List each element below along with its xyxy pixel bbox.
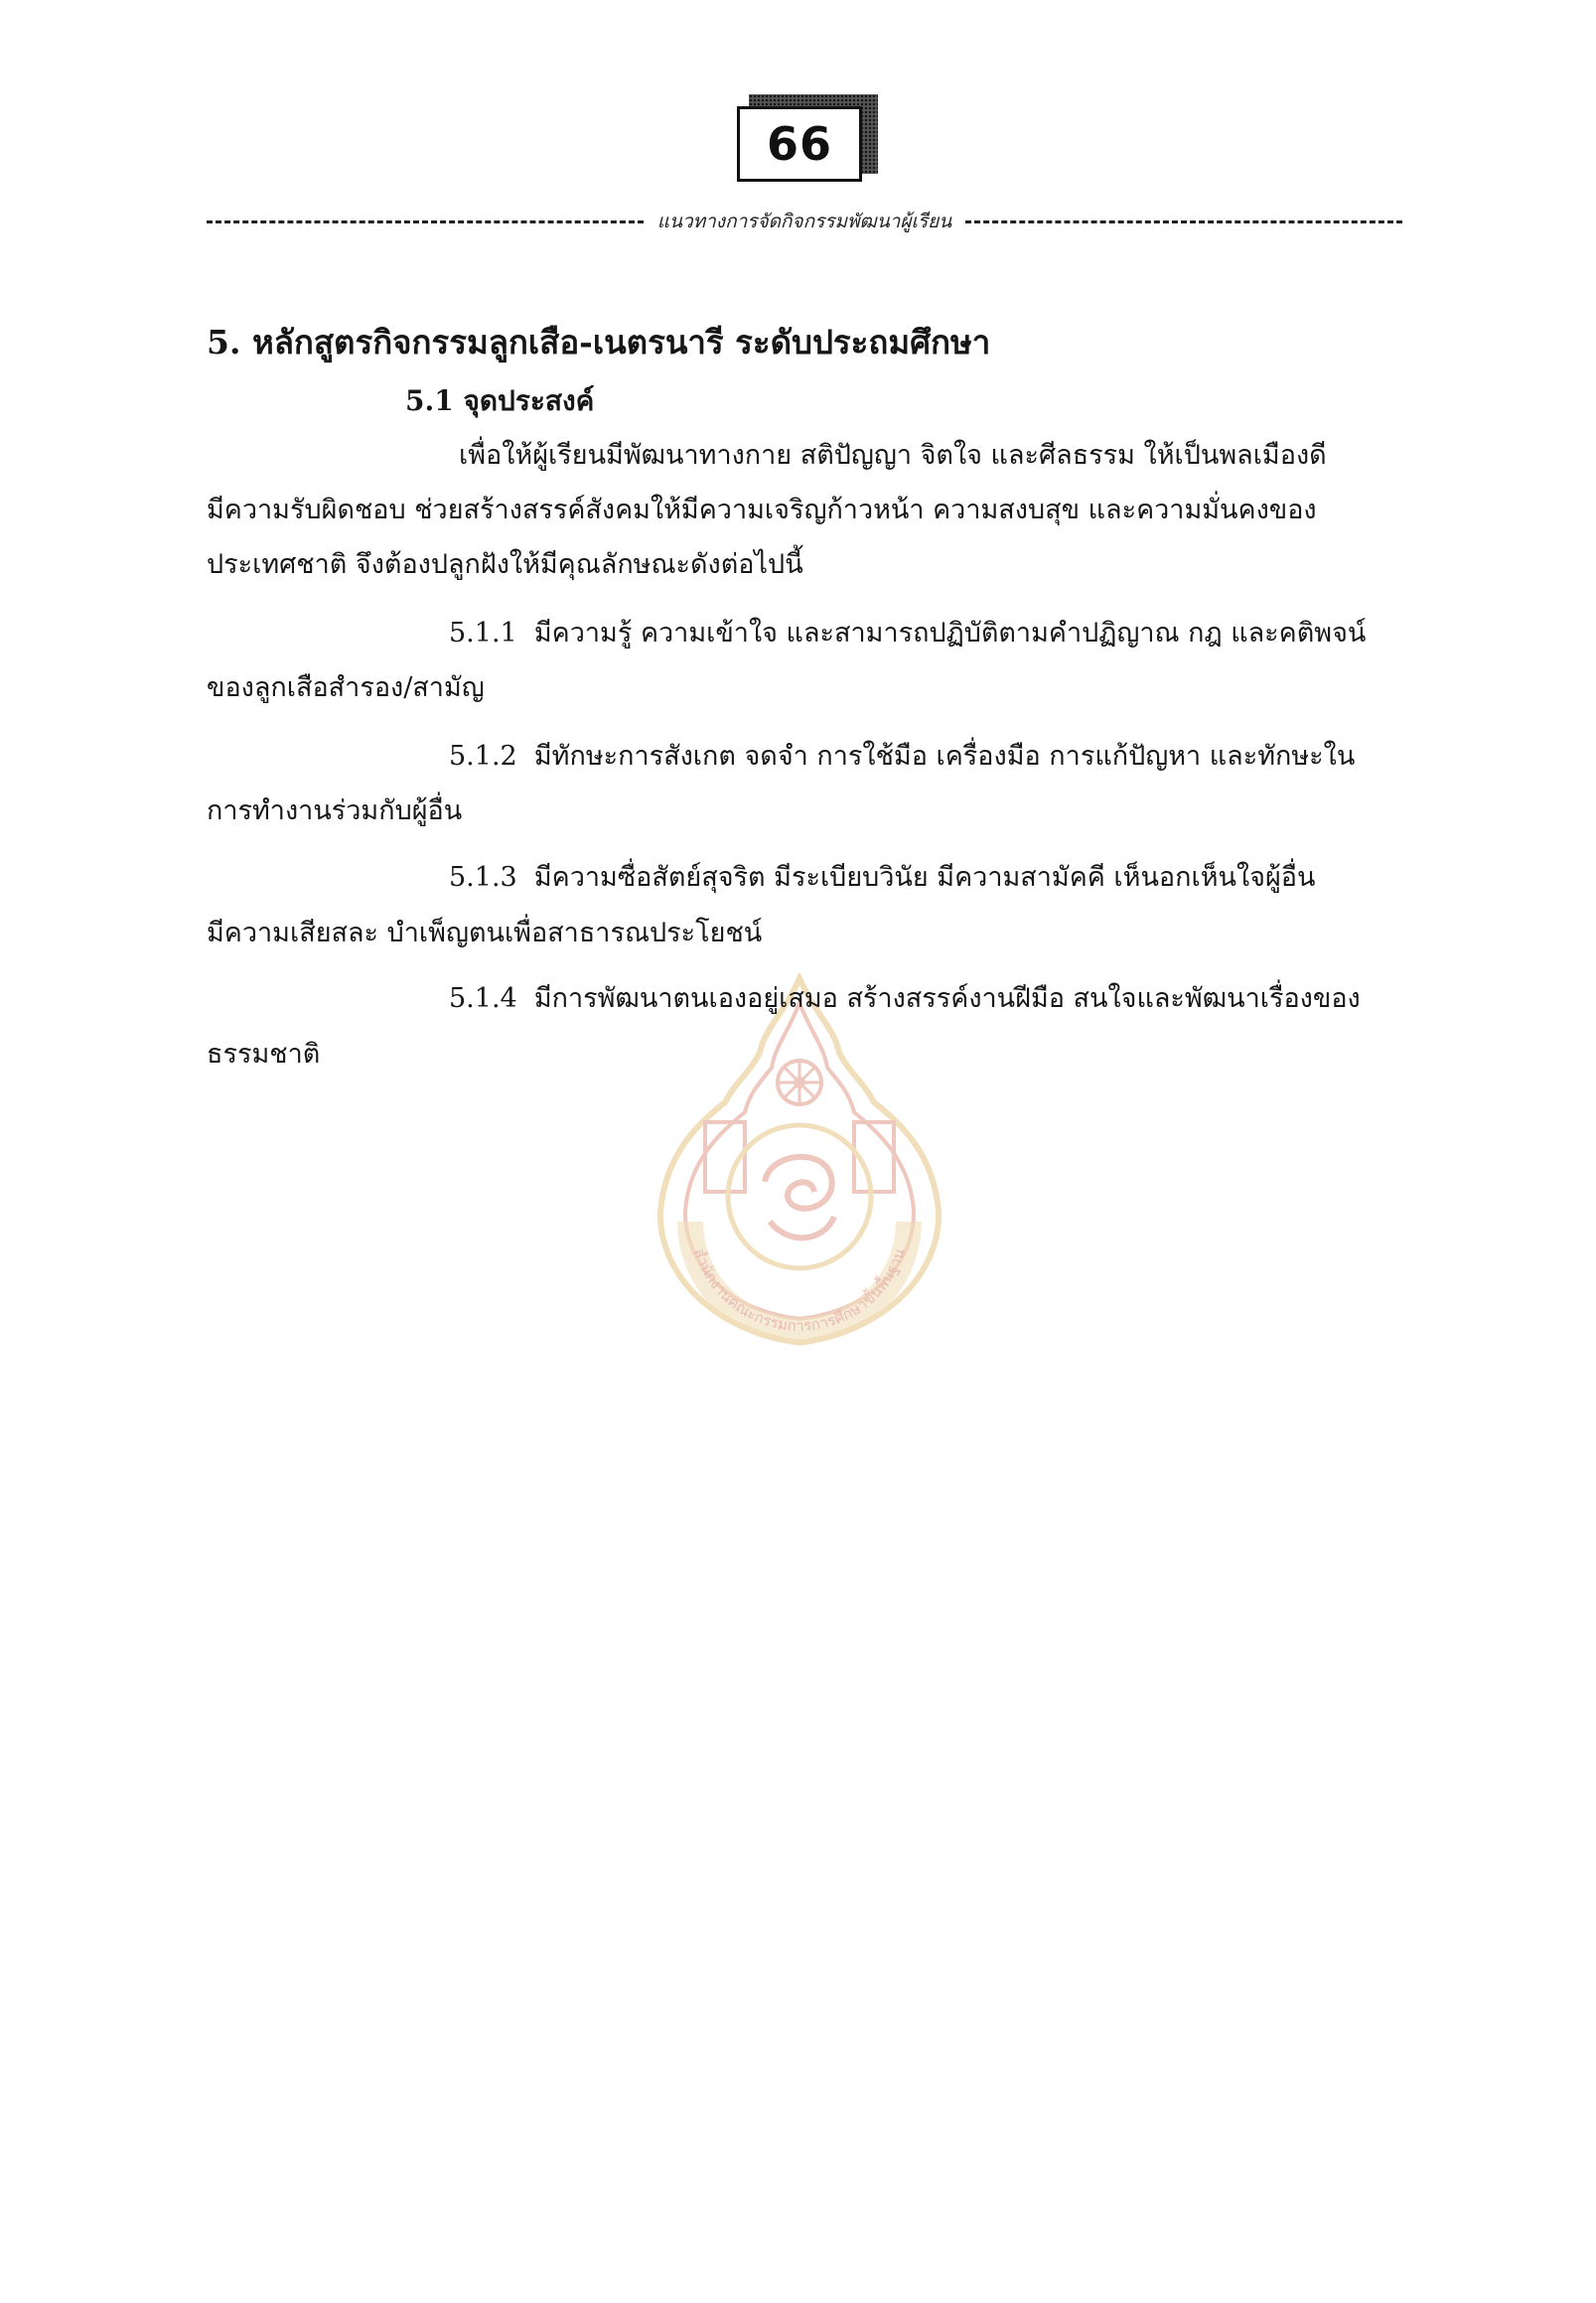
item-5-1-1 <box>449 616 1366 651</box>
running-header <box>207 205 1402 238</box>
item-5-1-2-continuation: การทำงานร่วมกับผู้อื่น <box>207 795 463 826</box>
item-number: 5.1.1 <box>449 618 517 648</box>
item-5-1-1-continuation: ของลูกเสือสำรอง/สามัญ <box>207 672 485 703</box>
ministry-seal-watermark-icon <box>651 973 948 1351</box>
intro-line-3: ประเทศชาติ จึงต้องปลูกฝังให้มีคุณลักษณะดังต่อไปนี้ <box>207 549 803 580</box>
item-text: มีความรู้ ความเข้าใจ และสามารถปฏิบัติตามคำปฏิญาณ กฎ และคติพจน์ <box>533 618 1367 648</box>
page-number-frame <box>737 106 862 182</box>
item-number: 5.1.2 <box>449 741 517 772</box>
intro-line-1: เพื่อให้ผู้เรียนมีพัฒนาทางกาย สติปัญญา จิตใจ และศีลธรรม ให้เป็นพลเมืองดี <box>459 440 1327 471</box>
item-5-1-4 <box>449 981 1361 1017</box>
item-text: มีการพัฒนาตนเองอยู่เสมอ สร้างสรรค์งานฝีมือ สนใจและพัฒนาเรื่องของ <box>533 983 1361 1014</box>
watermark-text: สำนักงานคณะกรรมการการศึกษาขั้นพื้นฐาน <box>689 1245 909 1335</box>
intro-line-2: มีความรับผิดชอบ ช่วยสร้างสรรค์สังคมให้มีความเจริญก้าวหน้า ความสงบสุข และความมั่นคงของ <box>207 495 1317 525</box>
item-5-1-2 <box>449 739 1355 775</box>
running-header-title: แนวทางการจัดกิจกรรมพัฒนาผู้เรียน <box>656 211 952 232</box>
header-rule-left <box>207 220 644 223</box>
header-rule-right <box>965 220 1402 223</box>
page-number-box <box>737 94 878 186</box>
section-heading: 5. หลักสูตรกิจกรรมลูกเสือ-เนตรนารี ระดับประถมศึกษา <box>207 323 991 361</box>
svg-text:สำนักงานคณะกรรมการการศึกษาขั้น <box>690 1246 909 1335</box>
item-5-1-3 <box>449 860 1315 896</box>
item-number: 5.1.4 <box>449 983 517 1014</box>
item-number: 5.1.3 <box>449 862 517 893</box>
item-5-1-4-continuation: ธรรมชาติ <box>207 1039 321 1070</box>
page-number: 66 <box>766 117 832 171</box>
item-text: มีความซื่อสัตย์สุจริต มีระเบียบวินัย มีความสามัคคี เห็นอกเห็นใจผู้อื่น <box>533 862 1316 893</box>
subsection-heading: 5.1 จุดประสงค์ <box>405 384 595 417</box>
item-5-1-3-continuation: มีความเสียสละ บำเพ็ญตนเพื่อสาธารณประโยชน์ <box>207 918 763 948</box>
item-text: มีทักษะการสังเกต จดจำ การใช้มือ เครื่องมือ การแก้ปัญหา และทักษะใน <box>533 741 1356 772</box>
